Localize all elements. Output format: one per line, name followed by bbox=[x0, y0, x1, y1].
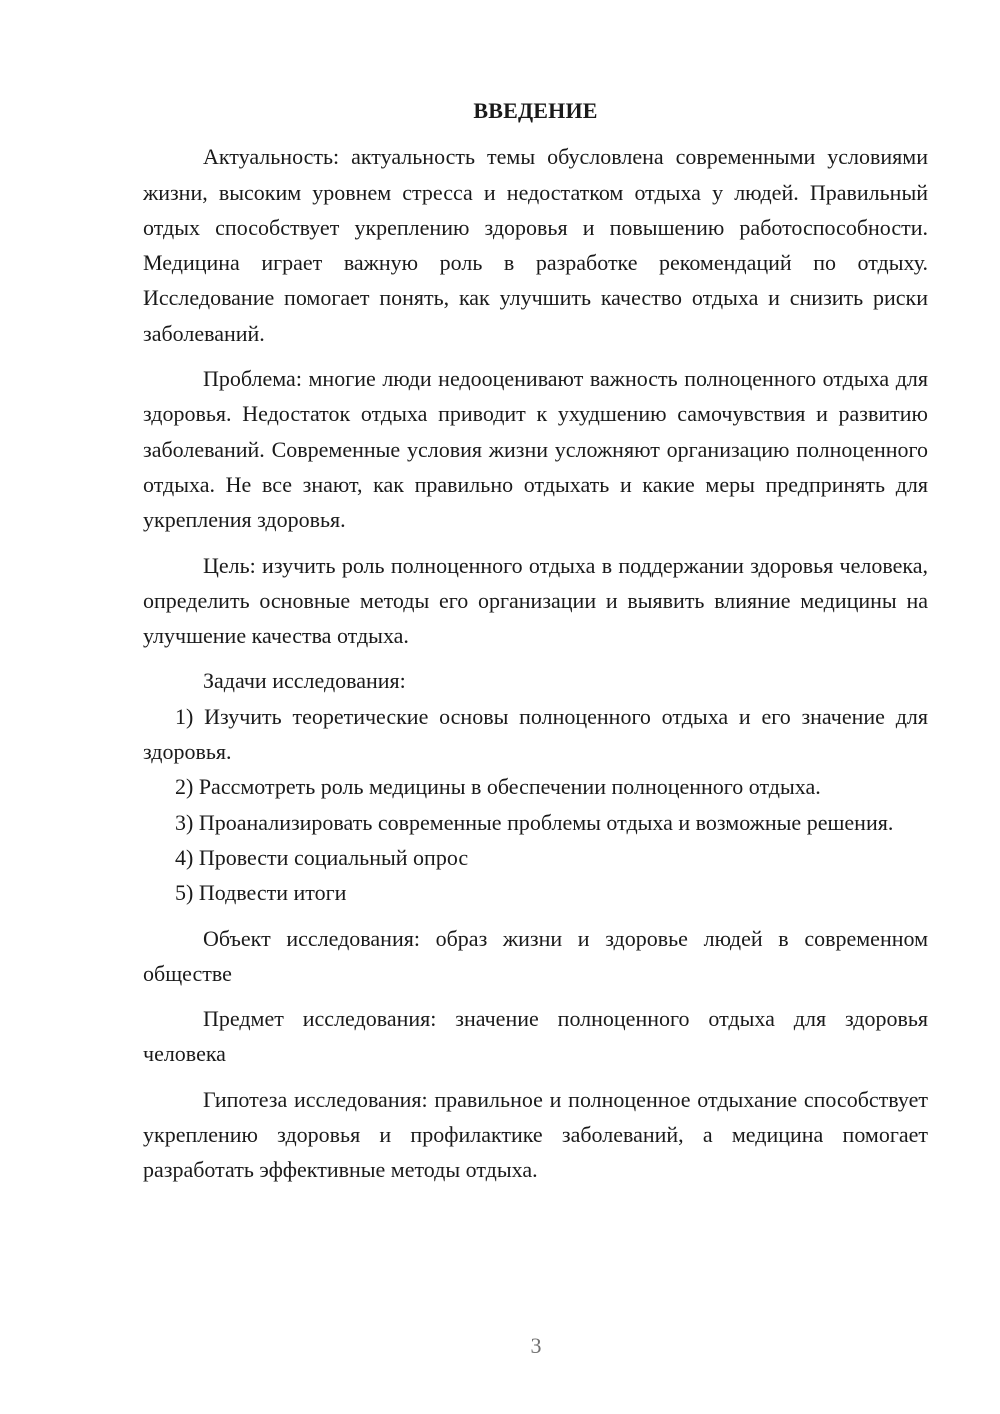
task-item: 5) Подвести итоги bbox=[175, 880, 347, 906]
hypothesis-paragraph: Гипотеза исследования: правильное и полноценное отдыхание способствует укреплению здоровья и профилактике заболеваний, а медицина помогает разработать эффективные методы отдыха. bbox=[143, 1086, 928, 1183]
task-item: 3) Проанализировать современные проблемы отдыха и возможные решения. bbox=[175, 809, 894, 835]
page-number: 3 bbox=[530, 1333, 542, 1358]
problem-paragraph: Проблема: многие люди недооценивают важность полноценного отдыха для здоровья. Недостаток отдыха приводит к ухудшению самочувствия и развитию заболеваний. Современные условия жизни усложняют организацию полноценного отдыха. Не все знают, как правильно отдыхать и какие меры предпринять для укрепления здоровья. bbox=[143, 366, 928, 533]
goal-paragraph: Цель: изучить роль полноценного отдыха в поддержании здоровья человека, определить основные методы его организации и выявить влияние медицины на улучшение качества отдыха. bbox=[143, 552, 928, 649]
page-content bbox=[143, 93, 928, 1188]
task-item: 1) Изучить теоретические основы полноценного отдыха и его значение для здоровья. bbox=[143, 703, 928, 765]
object-paragraph: Объект исследования: образ жизни и здоровье людей в современном обществе bbox=[143, 925, 928, 986]
subject-paragraph: Предмет исследования: значение полноценного отдыха для здоровья человека bbox=[143, 1006, 928, 1067]
relevance-paragraph: Актуальность: актуальность темы обусловлена современными условиями жизни, высоким уровнем стресса и недостатком отдыха у людей. Правильный отдых способствует укреплению здоровья и повышению работоспособности. Медицина играет важную роль в разработке рекомендаций по отдыху. Исследование помогает понять, как улучшить качество отдыха и снизить риски заболеваний. bbox=[143, 144, 928, 346]
tasks-heading: Задачи исследования: bbox=[203, 668, 406, 694]
task-item: 2) Рассмотреть роль медицины в обеспечении полноценного отдыха. bbox=[175, 774, 821, 800]
task-item: 4) Провести социальный опрос bbox=[175, 844, 469, 870]
section-title: ВВЕДЕНИЕ bbox=[473, 98, 598, 123]
